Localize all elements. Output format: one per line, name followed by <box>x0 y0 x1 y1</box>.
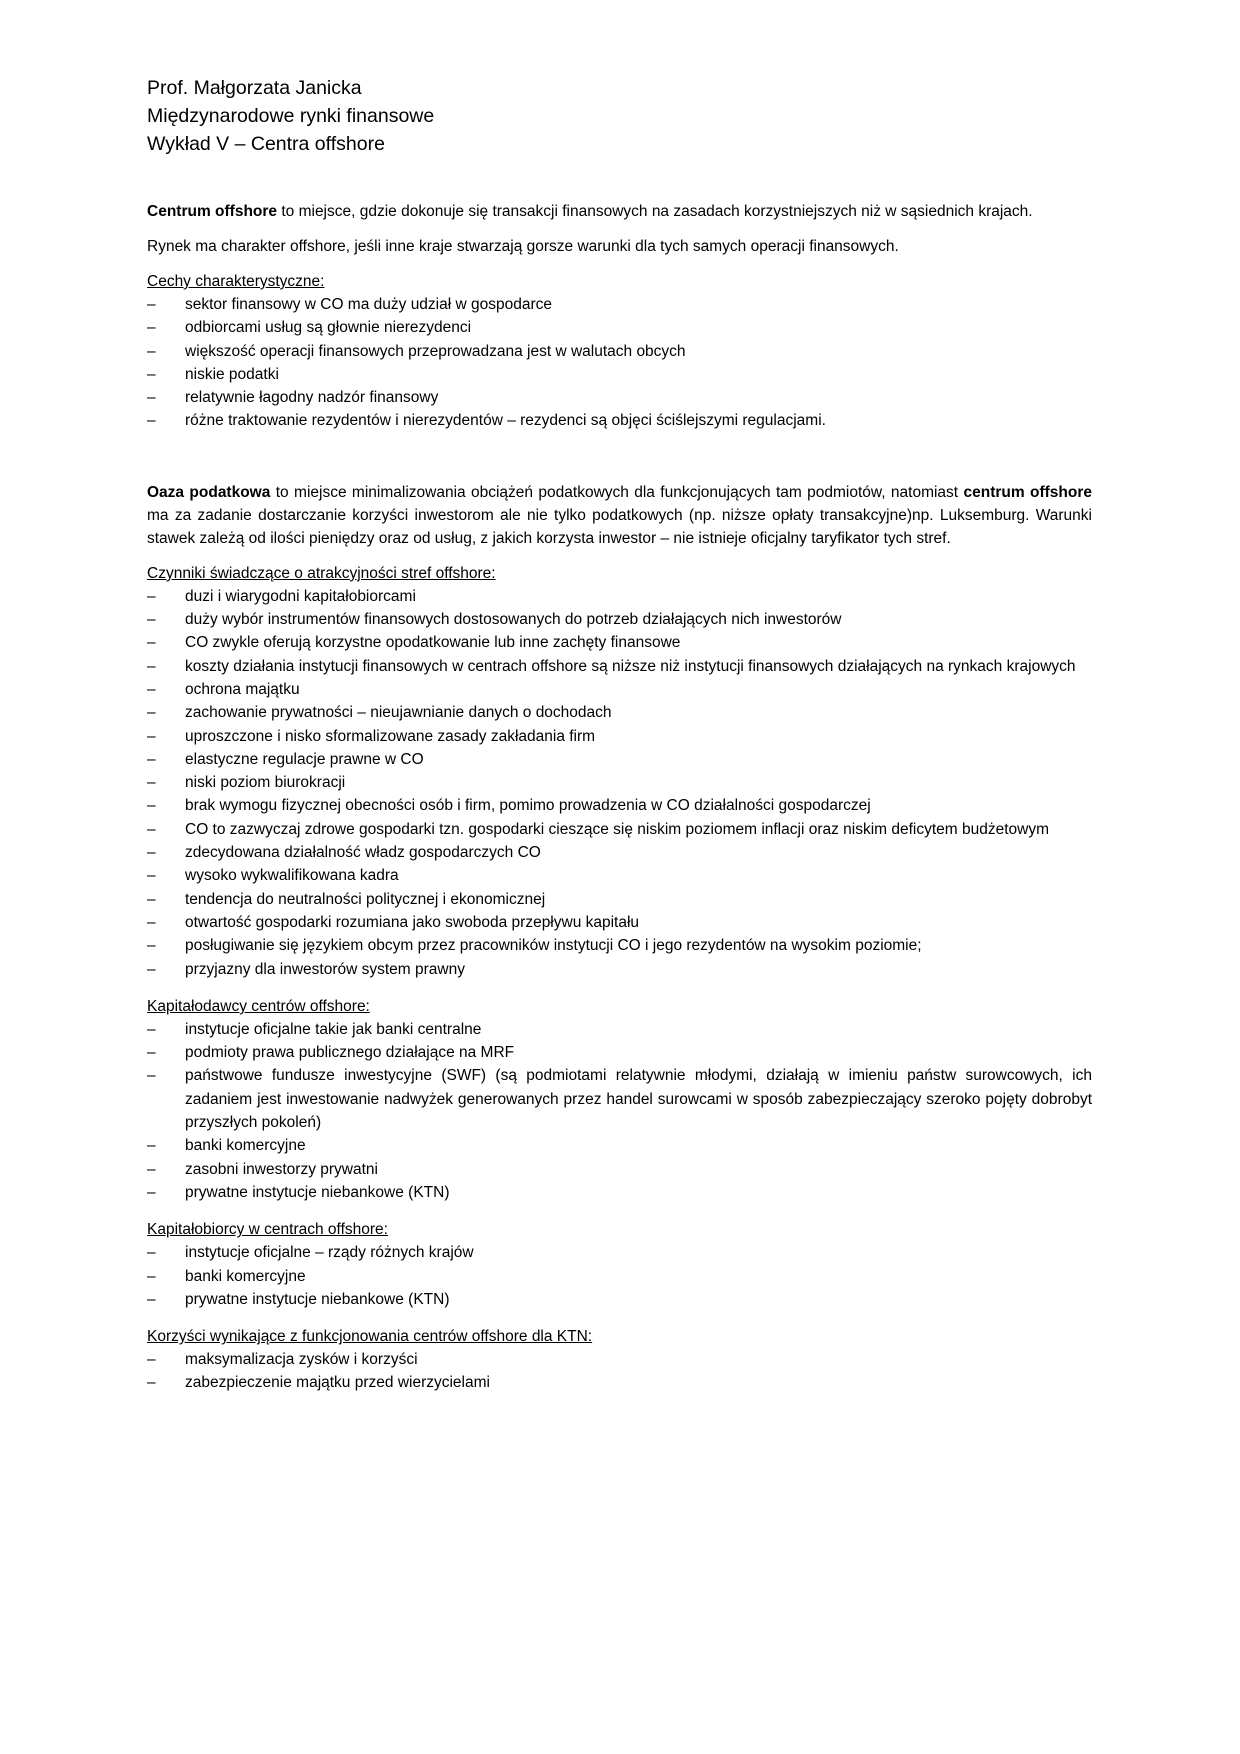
list-item-text: przyjazny dla inwestorów system prawny <box>185 960 465 978</box>
offshore-center-term: centrum offshore <box>963 483 1092 501</box>
tax-haven-text-1: to miejsce minimalizowania obciążeń podatkowych dla funkcjonujących tam podmiotów, natomiast <box>270 483 964 501</box>
list-item-text: relatywnie łagodny nadzór finansowy <box>185 389 439 407</box>
list-item-text: sektor finansowy w CO ma duży udział w gospodarce <box>185 296 552 313</box>
list-item-text: brak wymogu fizycznej obecności osób i firm, pomimo prowadzenia w CO działalności gospodarczej <box>185 797 871 815</box>
dash-bullet: – <box>147 634 156 652</box>
tax-haven-text-2: ma za zadanie dostarczanie korzyści inwestorom ale nie tylko podatkowych (np. niższe opłaty transakcyjne)np. Luksemburg. Warunki stawek zależą od ilości pieniędzy oraz od usług, z jakich korzysta inwestor – nie istnieje oficjalny taryfikator tych stref. <box>147 506 1092 547</box>
dash-bullet: – <box>147 727 156 745</box>
dash-bullet: – <box>147 365 156 383</box>
list-item <box>147 363 1092 386</box>
borrowers-title: Kapitałobiorcy w centrach offshore: <box>147 1221 388 1239</box>
dash-bullet: – <box>147 342 156 360</box>
list-item <box>147 1348 1092 1371</box>
list-item-text: zabezpieczenie majątku przed wierzycielami <box>185 1374 490 1392</box>
list-item-text: prywatne instytucje niebankowe (KTN) <box>185 1290 450 1308</box>
dash-bullet: – <box>147 1290 156 1308</box>
list-item-text: wysoko wykwalifikowana kadra <box>185 867 399 885</box>
dash-bullet: – <box>147 1137 156 1155</box>
list-item-text: banki komercyjne <box>185 1137 306 1155</box>
list-item-text: większość operacji finansowych przeprowadzana jest w walutach obcych <box>185 342 686 360</box>
list-item <box>147 386 1092 409</box>
dash-bullet: – <box>147 704 156 722</box>
list-item <box>147 1064 1092 1134</box>
list-item <box>147 701 1092 724</box>
list-item <box>147 1288 1092 1311</box>
list-item <box>147 1241 1092 1264</box>
dash-bullet: – <box>147 1267 156 1285</box>
benefits-list <box>147 1348 1092 1395</box>
list-item <box>147 1265 1092 1288</box>
list-item-text: maksymalizacja zysków i korzyści <box>185 1351 418 1369</box>
dash-bullet: – <box>147 960 156 978</box>
list-item <box>147 585 1092 608</box>
dash-bullet: – <box>147 797 156 815</box>
list-item <box>147 864 1092 887</box>
list-item <box>147 934 1092 957</box>
lenders-list <box>147 1018 1092 1204</box>
list-item <box>147 1371 1092 1394</box>
tax-haven-term: Oaza podatkowa <box>147 483 271 501</box>
list-item-text: instytucje oficjalne takie jak banki centralne <box>185 1020 482 1038</box>
document-page <box>147 74 1092 1409</box>
list-item-text: zasobni inwestorzy prywatni <box>185 1160 378 1178</box>
list-item <box>147 1181 1092 1204</box>
dash-bullet: – <box>147 1183 156 1201</box>
tax-haven-definition <box>147 481 1092 550</box>
list-item <box>147 748 1092 771</box>
dash-bullet: – <box>147 937 156 955</box>
spacer <box>147 447 1092 481</box>
dash-bullet: – <box>147 820 156 838</box>
list-item <box>147 958 1092 981</box>
list-item-text: koszty działania instytucji finansowych w centrach offshore są niższe niż instytucji finansowych działających na rynkach krajowych <box>185 657 1076 675</box>
dash-bullet: – <box>147 750 156 768</box>
borrowers-list <box>147 1241 1092 1311</box>
course-title: Międzynarodowe rynki finansowe <box>147 105 435 127</box>
list-item <box>147 631 1092 654</box>
list-item-text: duży wybór instrumentów finansowych dostosowanych do potrzeb działających nich inwestorów <box>185 611 842 629</box>
list-item-text: podmioty prawa publicznego działające na MRF <box>185 1044 515 1062</box>
list-item <box>147 794 1092 817</box>
list-item <box>147 818 1092 841</box>
list-item-text: uproszczone i nisko sformalizowane zasady zakładania firm <box>185 727 596 745</box>
list-item-text: państwowe fundusze inwestycyjne (SWF) (są podmiotami relatywnie młodymi, działają w imieniu państw surowcowych, ich zadaniem jest inwestowanie nadwyżek generowanych przez handel surowcami w sposób zabezpieczający szeroko pojęty dobrobyt przyszłych pokoleń) <box>185 1067 1092 1132</box>
features-list <box>147 293 1092 433</box>
list-item-text: banki komercyjne <box>185 1267 306 1285</box>
dash-bullet: – <box>147 296 156 313</box>
list-item <box>147 678 1092 701</box>
list-item <box>147 340 1092 363</box>
list-item <box>147 293 1092 316</box>
dash-bullet: – <box>147 1020 156 1038</box>
document-header <box>147 74 1092 158</box>
list-item-text: odbiorcami usług są głownie nierezydenci <box>185 319 472 337</box>
dash-bullet: – <box>147 867 156 885</box>
author-name: Prof. Małgorzata Janicka <box>147 77 362 99</box>
list-item-text: CO to zazwyczaj zdrowe gospodarki tzn. gospodarki cieszące się niskim poziomem inflacji oraz niskim deficytem budżetowym <box>185 820 1050 838</box>
benefits-title: Korzyści wynikające z funkcjonowania centrów offshore dla KTN: <box>147 1328 593 1346</box>
list-item <box>147 1041 1092 1064</box>
dash-bullet: – <box>147 1067 156 1085</box>
list-item-text: niskie podatki <box>185 365 279 383</box>
dash-bullet: – <box>147 1351 156 1369</box>
list-item-text: ochrona majątku <box>185 680 300 698</box>
offshore-market-text: Rynek ma charakter offshore, jeśli inne kraje stwarzają gorsze warunki dla tych samych operacji finansowych. <box>147 238 899 255</box>
list-item <box>147 771 1092 794</box>
list-item <box>147 608 1092 631</box>
features-title: Cechy charakterystyczne: <box>147 273 325 290</box>
dash-bullet: – <box>147 913 156 931</box>
list-item-text: zachowanie prywatności – nieujawnianie danych o dochodach <box>185 704 612 722</box>
list-item <box>147 1158 1092 1181</box>
list-item-text: niski poziom biurokracji <box>185 774 346 792</box>
dash-bullet: – <box>147 611 156 629</box>
dash-bullet: – <box>147 1374 156 1392</box>
list-item <box>147 1134 1092 1157</box>
list-item <box>147 841 1092 864</box>
dash-bullet: – <box>147 319 156 337</box>
list-item <box>147 316 1092 339</box>
list-item <box>147 725 1092 748</box>
list-item-text: otwartość gospodarki rozumiana jako swoboda przepływu kapitału <box>185 913 640 931</box>
list-item-text: tendencja do neutralności politycznej i ekonomicznej <box>185 890 546 908</box>
list-item-text: posługiwanie się językiem obcym przez pracowników instytucji CO i jego rezydentów na wysokim poziomie; <box>185 937 922 955</box>
lecture-title: Wykład V – Centra offshore <box>147 133 385 155</box>
list-item <box>147 409 1092 432</box>
dash-bullet: – <box>147 1160 156 1178</box>
offshore-definition <box>147 200 1092 223</box>
dash-bullet: – <box>147 412 156 430</box>
offshore-definition-text: to miejsce, gdzie dokonuje się transakcji finansowych na zasadach korzystniejszych niż w sąsiednich krajach. <box>277 203 1033 220</box>
list-item-text: CO zwykle oferują korzystne opodatkowanie lub inne zachęty finansowe <box>185 634 681 652</box>
list-item <box>147 655 1092 678</box>
dash-bullet: – <box>147 844 156 862</box>
list-item-text: duzi i wiarygodni kapitałobiorcami <box>185 587 416 605</box>
dash-bullet: – <box>147 587 156 605</box>
list-item-text: różne traktowanie rezydentów i nierezydentów – rezydenci są objęci ściślejszymi regulacjami. <box>185 412 826 430</box>
list-item-text: instytucje oficjalne – rządy różnych krajów <box>185 1244 474 1262</box>
list-item <box>147 1018 1092 1041</box>
dash-bullet: – <box>147 774 156 792</box>
dash-bullet: – <box>147 1044 156 1062</box>
list-item-text: zdecydowana działalność władz gospodarczych CO <box>185 844 541 862</box>
dash-bullet: – <box>147 680 156 698</box>
list-item <box>147 888 1092 911</box>
attractiveness-list <box>147 585 1092 981</box>
offshore-term: Centrum offshore <box>147 203 278 220</box>
dash-bullet: – <box>147 1244 156 1262</box>
list-item-text: elastyczne regulacje prawne w CO <box>185 750 424 768</box>
lenders-title: Kapitałodawcy centrów offshore: <box>147 997 370 1015</box>
dash-bullet: – <box>147 890 156 908</box>
dash-bullet: – <box>147 389 156 407</box>
attractiveness-title: Czynniki świadczące o atrakcyjności stref offshore: <box>147 564 496 582</box>
list-item-text: prywatne instytucje niebankowe (KTN) <box>185 1183 450 1201</box>
list-item <box>147 911 1092 934</box>
dash-bullet: – <box>147 657 156 675</box>
